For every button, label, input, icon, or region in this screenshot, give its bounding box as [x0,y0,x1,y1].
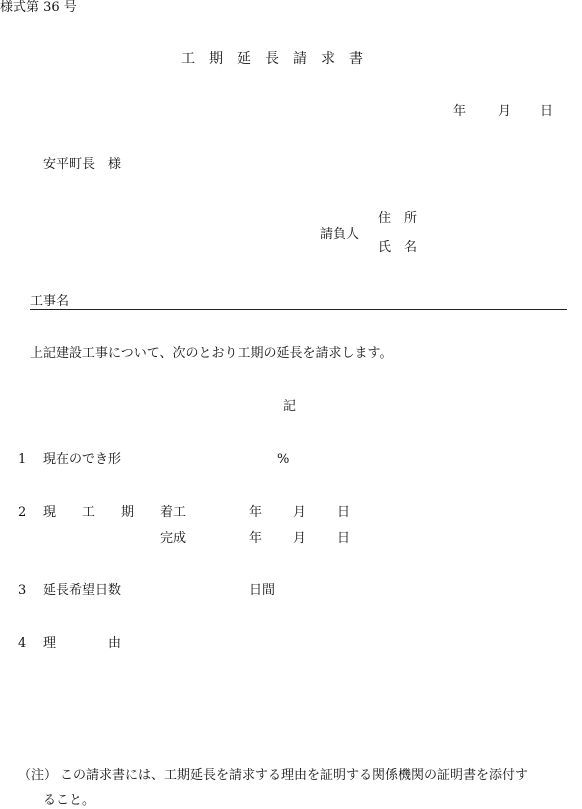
period-start-label: 着工 [160,505,187,520]
contractor-address-label: 住 所 [378,211,418,226]
item-extension-label: 延長希望日数 [43,583,122,598]
period-completion-day: 日 [337,531,351,546]
item-number: 3 [18,583,27,598]
item-number: 4 [18,636,27,651]
item-number: 1 [18,452,27,467]
form-number: 様式第 36 号 [0,0,77,15]
date-year: 年 [453,104,467,119]
note-prefix: （注） [18,768,58,783]
period-completion-month: 月 [293,531,307,546]
item-progress-unit: % [277,452,290,467]
period-completion-label: 完成 [160,531,187,546]
note-line-2: ること。 [43,793,96,808]
period-start-month: 月 [293,505,307,520]
contractor-label: 請負人 [320,227,360,242]
project-name-underline [30,309,567,310]
intro-text: 上記建設工事について、次のとおり工期の延長を請求します。 [30,346,393,361]
item-period-label: 現 工 期 [43,505,135,520]
date-month: 月 [498,104,512,119]
item-reason-label: 理 由 [43,636,122,651]
period-start-day: 日 [337,505,351,520]
date-day: 日 [540,104,554,119]
project-name-label: 工事名 [30,294,70,309]
form-title: 工 期 延 長 請 求 書 [181,51,363,67]
item-extension-unit: 日間 [249,583,276,598]
period-start-year: 年 [249,505,263,520]
item-progress-label: 現在のでき形 [43,452,122,467]
item-number: 2 [18,505,27,520]
contractor-name-label: 氏 名 [378,240,418,255]
period-completion-year: 年 [249,531,263,546]
section-heading: 記 [283,399,297,414]
addressee: 安平町長 様 [43,157,122,172]
note-line-1: この請求書には、工期延長を請求する理由を証明する関係機関の証明書を添付す [60,768,529,783]
